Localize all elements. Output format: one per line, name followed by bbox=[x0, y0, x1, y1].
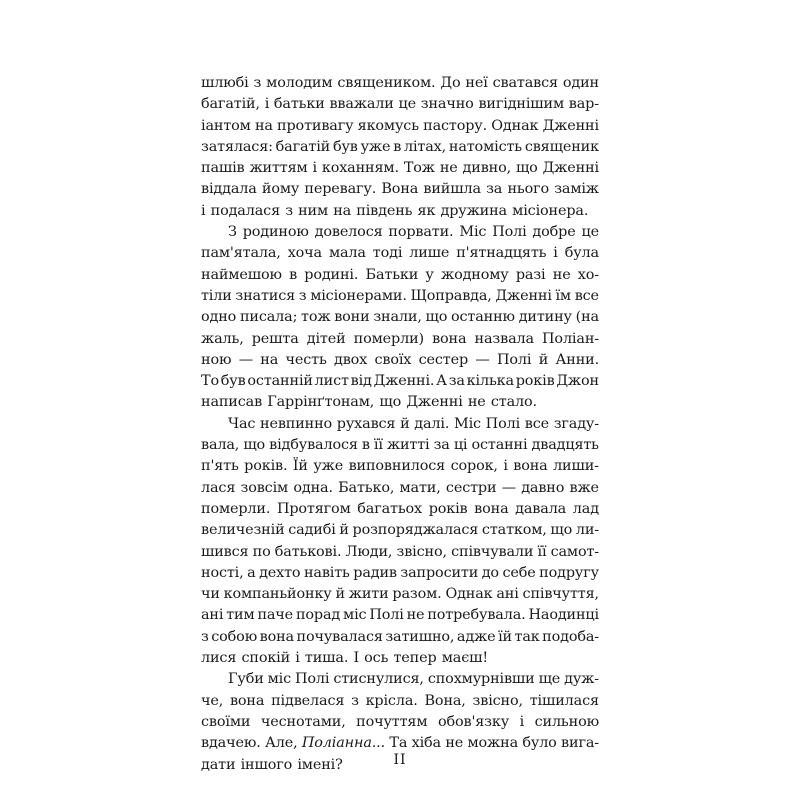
text-line: вдачею. Але, Поліанна... Та хіба не можна було вига- bbox=[201, 735, 599, 752]
text-line: Час невпинно рухався й далі. Міс Полі все згаду- bbox=[228, 415, 599, 432]
text-line: і подалася з ним на південь як дружина місіонера. bbox=[201, 202, 589, 219]
text-line: шлюбі з молодим священиком. До неї сватався один bbox=[201, 75, 599, 91]
text-line: дати іншого імені? bbox=[201, 756, 343, 773]
text-line: ності, а дехто навіть радив запросити до себе подругу bbox=[201, 564, 599, 581]
text-line: наймешою в родині. Батьки у жодному разі не хо- bbox=[201, 266, 599, 283]
text-line: ані тим паче порад міс Полі не потребувала. Наодинці bbox=[201, 607, 599, 624]
text-line: жаль, решта дітей померли) вона назвала Поліан- bbox=[201, 330, 599, 347]
text-line: багатій, і батьки вважали це значно вигіднішим вар- bbox=[201, 96, 599, 113]
text-line: шився по батькові. Люди, звісно, співчували її самот- bbox=[201, 543, 599, 560]
text-line: п'ять років. Їй уже виповнилося сорок, і вона лиши- bbox=[201, 458, 599, 475]
text-line: лися спокій і тиша. І ось тепер маєш! bbox=[201, 650, 488, 667]
text-line: віддала йому перевагу. Вона вийшла за нього заміж bbox=[201, 181, 599, 198]
text-line: З родиною довелося порвати. Міс Полі добре це bbox=[228, 224, 599, 241]
text-line: чи компаньйонку й жити разом. Однак ані співчуття, bbox=[201, 586, 599, 603]
text-line: величезній садибі й розпоряджалася статком, що ли- bbox=[201, 522, 599, 539]
text-line: пашів життям і коханням. Тож не дивно, що Дженні bbox=[201, 160, 599, 177]
paragraph-time-passed bbox=[201, 414, 599, 670]
text-line: тіли знатися з місіонерами. Щоправда, Дженні їм все bbox=[201, 287, 599, 304]
text-line: померли. Протягом багатьох років вона давала лад bbox=[201, 500, 599, 517]
paragraph-continuation bbox=[201, 73, 599, 222]
text-line: затялася: багатій був уже в літах, натомість священик bbox=[201, 138, 599, 155]
paragraph-family-break bbox=[201, 222, 599, 414]
text-line: своїми чеснотами, почуттям обов'язку і сильною bbox=[201, 713, 599, 730]
text-line: лася зовсім одна. Батько, мати, сестри — давно вже bbox=[201, 479, 599, 496]
page-number: II bbox=[393, 752, 407, 768]
text-line: че, вона підвелася з крісла. Вона, звісно, тішилася bbox=[201, 692, 599, 709]
text-line: вала, що відбувалося в її житті за ці останні двадцять bbox=[201, 437, 599, 454]
text-line: іантом на противагу якомусь пастору. Однак Дженні bbox=[201, 117, 599, 134]
text-line: написав Гаррінґтонам, що Дженні не стало. bbox=[201, 394, 537, 411]
body-text bbox=[201, 73, 599, 776]
text-line: То був останній лист від Дженні. А за кілька років Джон bbox=[201, 373, 599, 390]
text-line: Губи міс Полі стиснулися, спохмурнівши ще дуж- bbox=[228, 671, 599, 688]
text-line: пам'ятала, хоча мала тоді лише п'ятнадцять і була bbox=[201, 245, 599, 262]
text-line: ною — на честь двох своїх сестер — Полі й Анни. bbox=[201, 351, 599, 368]
text-line: з собою вона почувалася затишно, адже їй так подоба- bbox=[201, 628, 599, 645]
text-line: одно писала; тож вони знали, що останню дитину (на bbox=[201, 309, 599, 326]
